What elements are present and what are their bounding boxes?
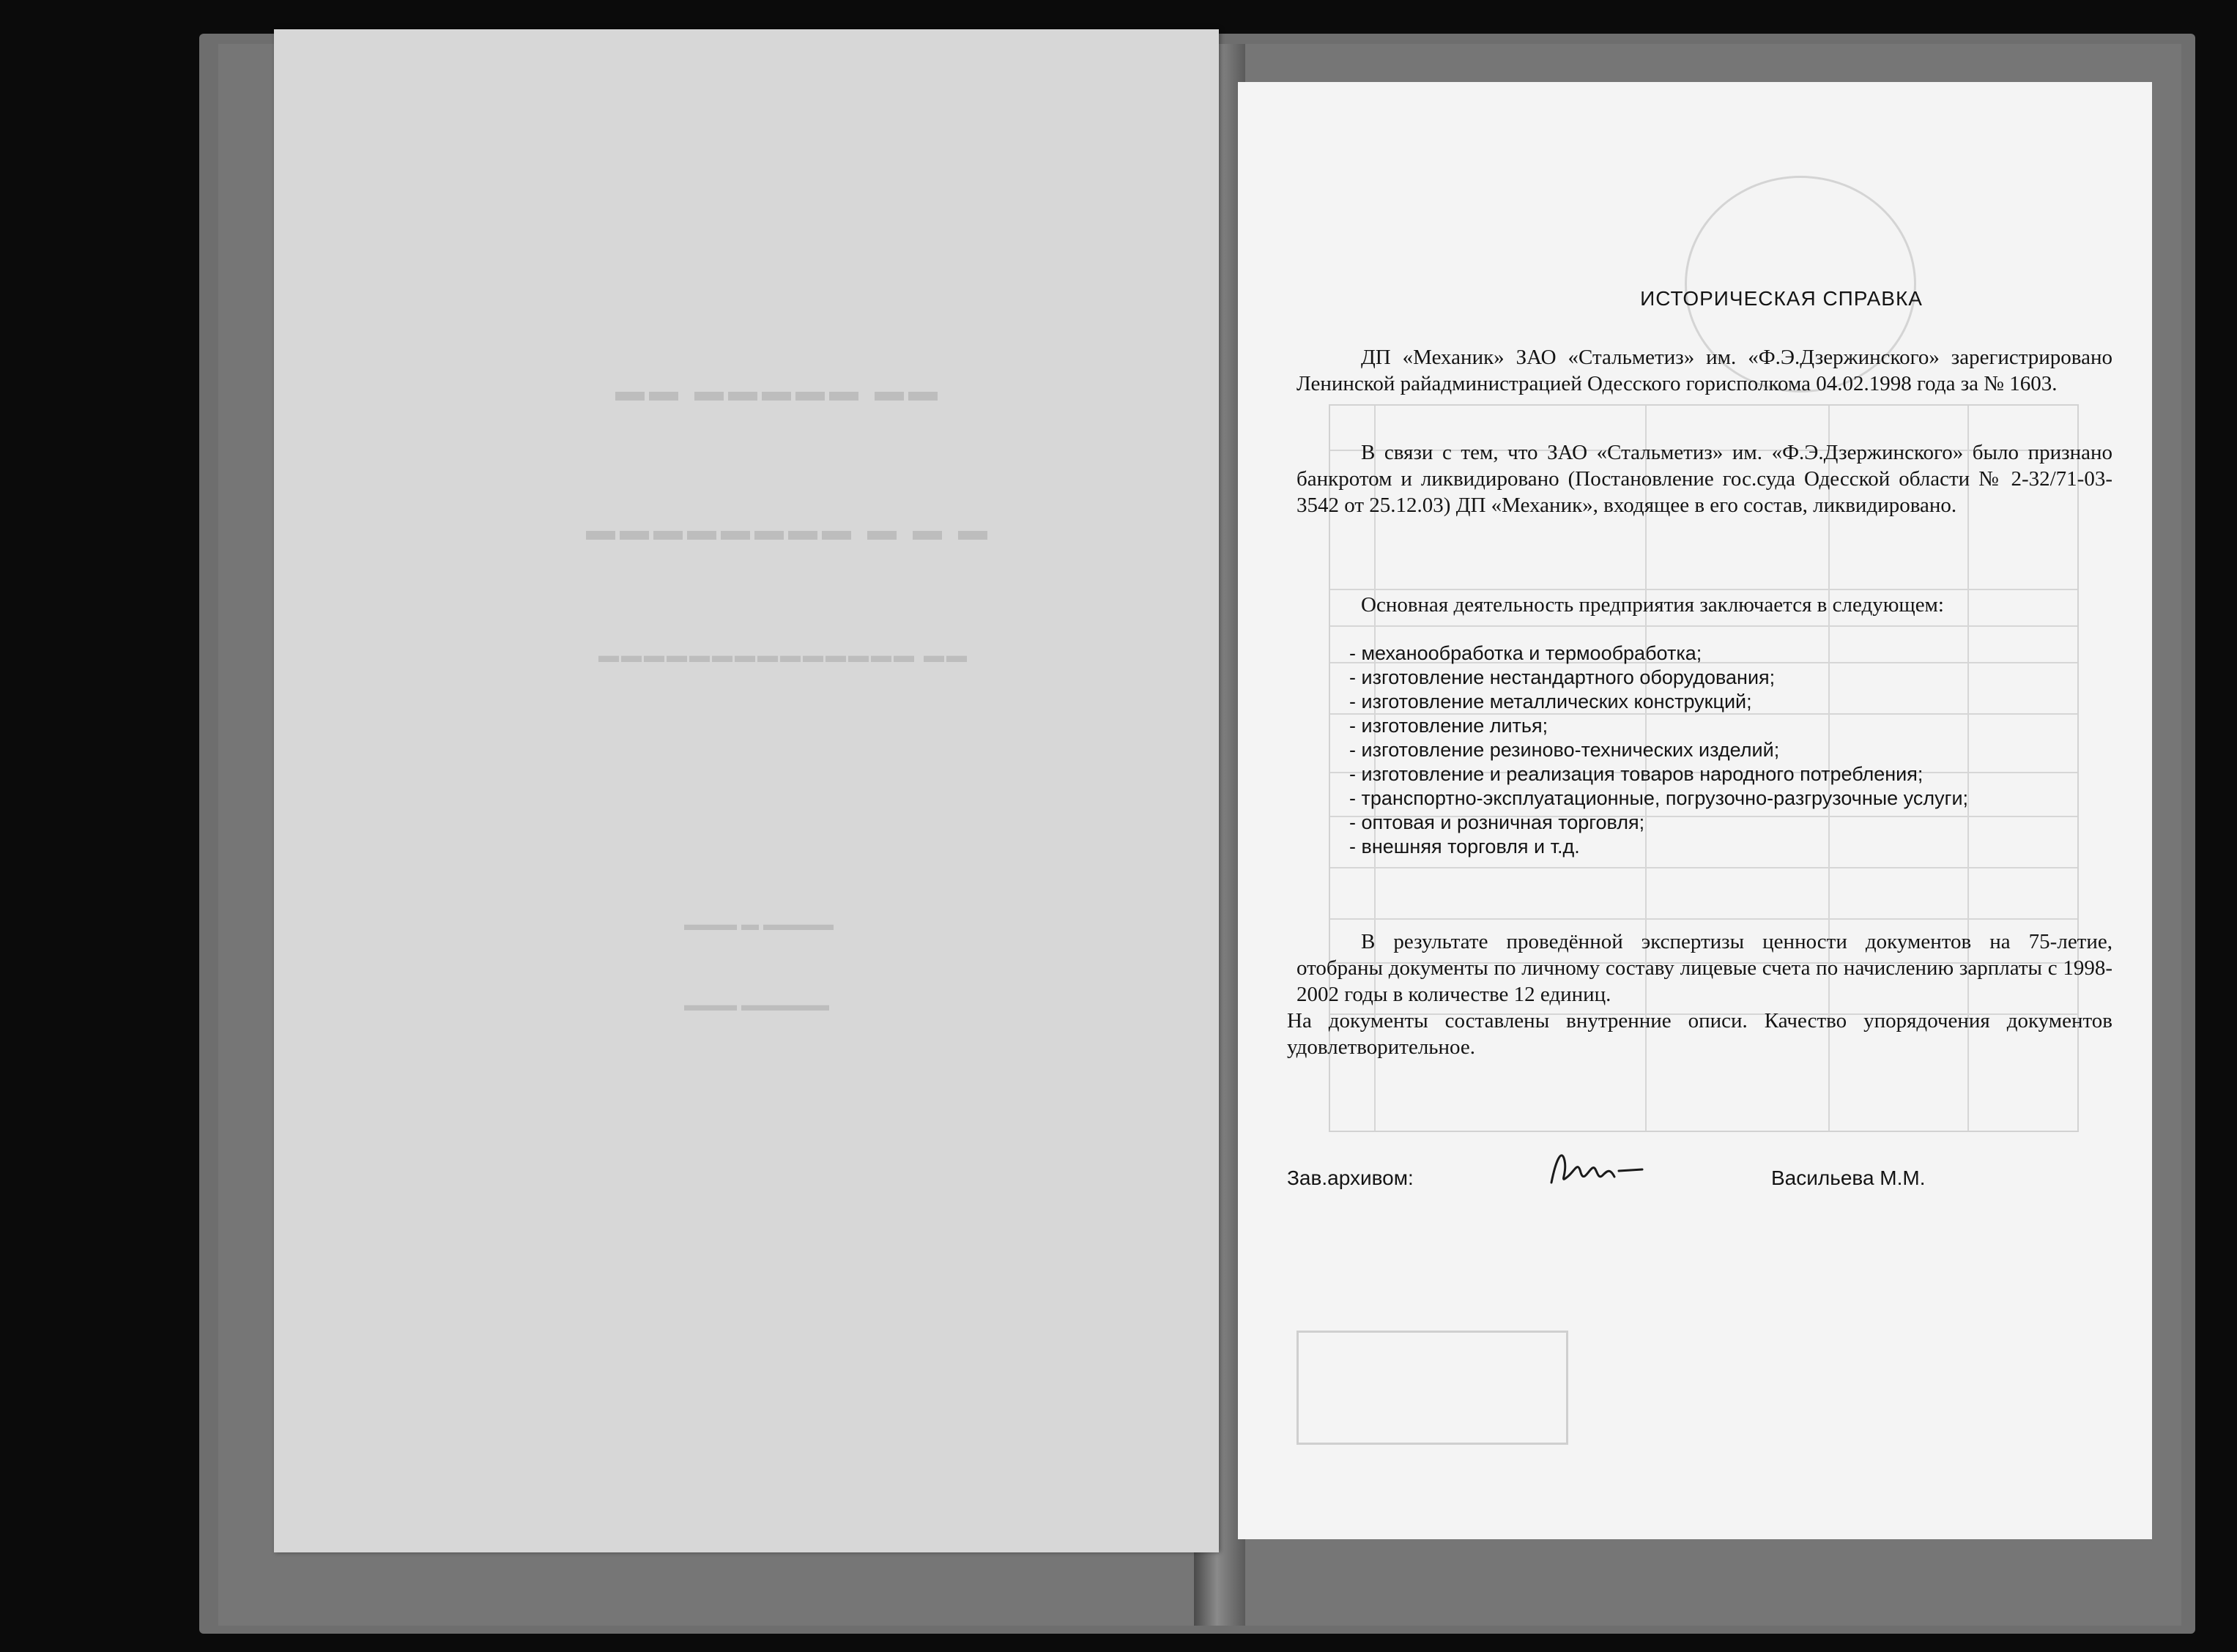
left-page [274, 29, 1219, 1552]
document-title: ИСТОРИЧЕСКАЯ СПРАВКА [1640, 287, 1923, 310]
activities-intro: Основная деятельность предприятия заключается в следующем: [1361, 593, 1944, 617]
left-page-bleedthrough: ▬ ▬ ▬ ▬▬▬▬▬▬▬▬ [582, 513, 987, 546]
signature-label: Зав.архивом: [1287, 1167, 1414, 1189]
handwritten-signature [1546, 1139, 1648, 1197]
list-item: - механообработка и термообработка; [1349, 642, 1702, 664]
activities-list [1349, 641, 1968, 859]
list-item: - транспортно-эксплуатационные, погрузочно-разгрузочные услуги; [1349, 787, 1969, 809]
left-page-bleedthrough: ▬▬▬▬ ▬ ▬▬▬ [684, 915, 834, 934]
left-page-bleedthrough: ▬▬ ▬▬▬▬▬▬▬▬▬▬▬▬▬▬ [596, 644, 967, 667]
list-item: - внешняя торговля и т.д. [1349, 836, 1580, 857]
list-item: - изготовление литья; [1349, 715, 1548, 737]
paragraph-registration: ДП «Механик» ЗАО «Стальметиз» им. «Ф.Э.Дзержинского» зарегистрировано Ленинской райадминистрацией Одесского горисполкома 04.02.1998 года за № 1603. [1296, 346, 2112, 395]
signature-name: Васильева М.М. [1771, 1167, 1926, 1189]
paragraph-expertise: В результате проведённой экспертизы ценности документов на 75-летие, отобраны документы по личному составу лицевые счета по начислению зарплаты с 1998-2002 годы в количестве 12 единиц. [1296, 930, 2112, 1006]
list-item: - изготовление нестандартного оборудования; [1349, 666, 1776, 688]
paragraph-liquidation: В связи с тем, что ЗАО «Стальметиз» им. «Ф.Э.Дзержинского» было признано банкротом и ликвидировано (Постановление гос.суда Одесской области № 2-32/71-03-3542 от 25.12.03) ДП «Механик», входящее в его состав, ликвидировано. [1296, 441, 2112, 517]
list-item: - изготовление и реализация товаров народного потребления; [1349, 763, 1923, 785]
list-item: - изготовление металлических конструкций; [1349, 691, 1752, 712]
list-item: - изготовление резиново-технических изделий; [1349, 739, 1780, 761]
list-item: - оптовая и розничная торговля; [1349, 811, 1645, 833]
left-page-bleedthrough: ▬▬ ▬▬▬▬▬ ▬▬ [611, 374, 938, 407]
bleedthrough-stamp-mark [1296, 1331, 1568, 1445]
left-page-bleedthrough: ▬▬▬▬▬ ▬▬▬ [684, 996, 829, 1015]
paragraph-inventory: На документы составлены внутренние описи. Качество упорядочения документов удовлетворительное. [1287, 1009, 2112, 1059]
